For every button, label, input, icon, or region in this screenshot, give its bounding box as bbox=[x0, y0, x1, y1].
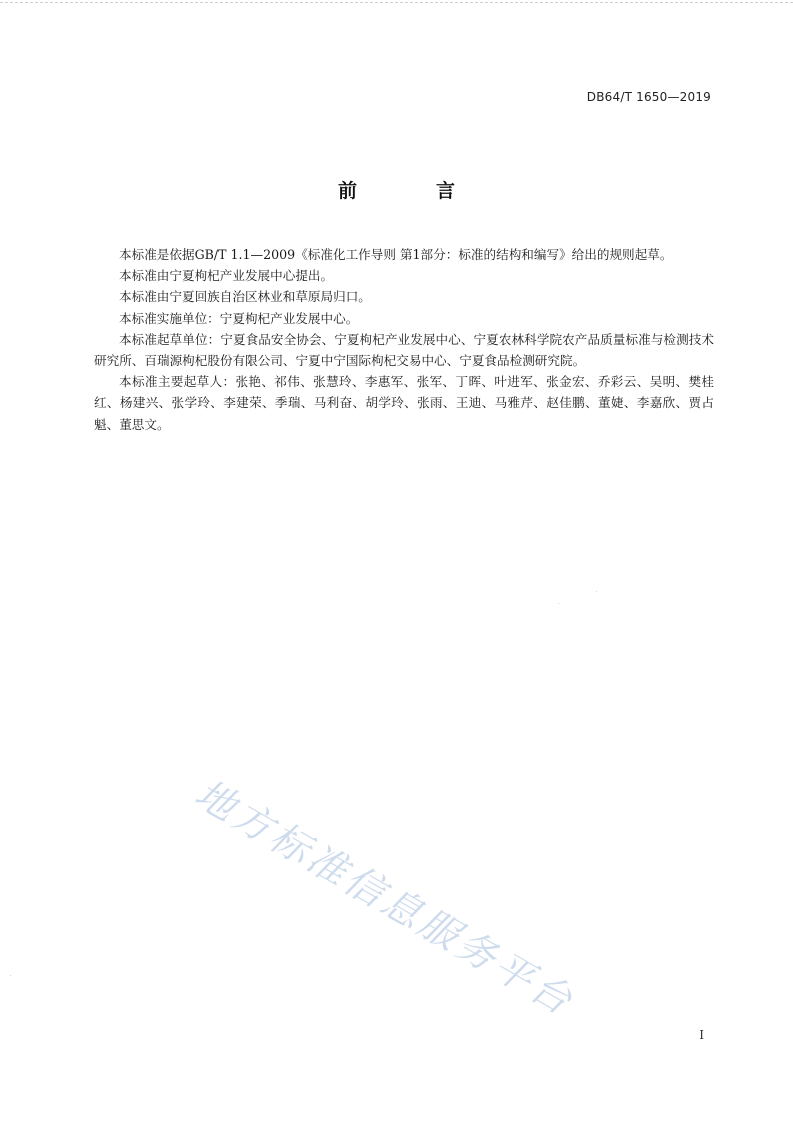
scan-speck bbox=[596, 591, 597, 592]
standard-code: DB64/T 1650—2019 bbox=[586, 90, 711, 104]
paragraph-implementer: 本标准实施单位：宁夏枸杞产业发展中心。 bbox=[119, 310, 359, 326]
scan-speck bbox=[558, 603, 559, 604]
paragraph-drafters: 本标准主要起草人：张艳、祁伟、张慧玲、李惠军、张军、丁晖、叶进军、张金宏、乔彩云、吴明、樊桂红、杨建兴、张学玲、李建荣、季瑞、马利奋、胡学玲、张雨、王迪、马雅芹、赵佳鹏、董婕、李嘉欣、贾占魁、董思文。 bbox=[94, 374, 714, 432]
page-number: I bbox=[699, 1028, 704, 1042]
scan-top-edge bbox=[0, 2, 793, 3]
page-title: 前 言 bbox=[337, 180, 485, 202]
paragraph-proposer: 本标准由宁夏枸杞产业发展中心提出。 bbox=[119, 268, 334, 284]
scan-speck bbox=[10, 975, 11, 976]
watermark-text: 地方标准信息服务平台 bbox=[187, 771, 582, 1026]
paragraph-administrator: 本标准由宁夏回族自治区林业和草原局归口。 bbox=[119, 289, 371, 305]
paragraph-drafting-rules: 本标准是依据GB/T 1.1—2009《标准化工作导则 第1部分：标准的结构和编写》给出的规则起草。 bbox=[119, 247, 673, 262]
foreword-body bbox=[94, 244, 714, 435]
paragraph-drafting-units: 本标准起草单位：宁夏食品安全协会、宁夏枸杞产业发展中心、宁夏农林科学院农产品质量标准与检测技术研究所、百瑞源枸杞股份有限公司、宁夏中宁国际枸杞交易中心、宁夏食品检测研究院。 bbox=[94, 331, 714, 369]
